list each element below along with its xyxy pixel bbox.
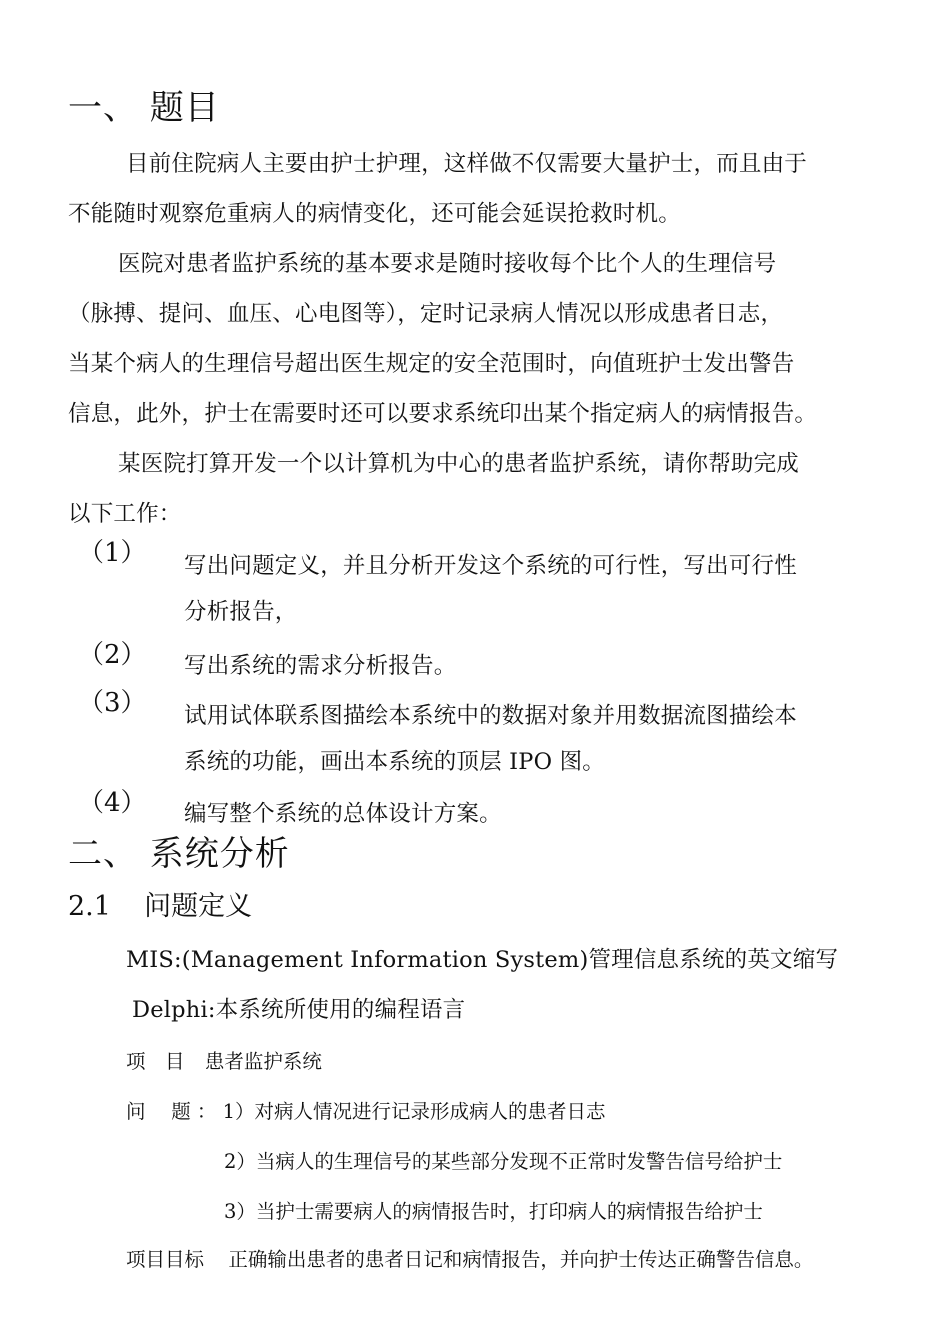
project-label: 项 目 xyxy=(126,1050,185,1073)
task-4-number: （4） xyxy=(78,788,147,818)
goal-row xyxy=(126,1244,813,1272)
problem-label: 问 题 ： xyxy=(126,1100,217,1123)
section-1-heading: 一、 题目 xyxy=(68,88,220,128)
task-3-number: （3） xyxy=(78,688,147,718)
subsection-number: 2.1 xyxy=(68,891,111,922)
subsection-title: 问题定义 xyxy=(144,891,253,922)
problem-row xyxy=(126,1096,606,1124)
task-1-line-1: 写出问题定义，并且分析开发这个系统的可行性，写出可行性 xyxy=(184,553,797,579)
task-3-line-1: 试用试体联系图描绘本系统中的数据对象并用数据流图描绘本 xyxy=(184,703,797,729)
paragraph-2-line-3: 当某个病人的生理信号超出医生规定的安全范围时，向值班护士发出警告 xyxy=(68,351,795,377)
paragraph-2-line-4: 信息，此外，护士在需要时还可以要求系统印出某个指定病人的病情报告。 xyxy=(68,401,818,427)
task-2-number: （2） xyxy=(78,640,147,670)
definition-mis: MIS:(Management Information System)管理信息系统的英文缩写 xyxy=(126,947,839,973)
definition-delphi: Delphi:本系统所使用的编程语言 xyxy=(132,997,466,1023)
problem-item-3: 3）当护士需要病人的病情报告时，打印病人的病情报告给护士 xyxy=(224,1200,763,1223)
task-1-number: （1） xyxy=(78,538,147,568)
task-2-line-1: 写出系统的需求分析报告。 xyxy=(184,653,457,679)
paragraph-3-line-2: 以下工作： xyxy=(68,501,182,527)
paragraph-2-line-1: 医院对患者监护系统的基本要求是随时接收每个比个人的生理信号 xyxy=(118,251,777,277)
problem-item-2: 2）当病人的生理信号的某些部分发现不正常时发警告信号给护士 xyxy=(224,1150,783,1173)
project-value: 患者监护系统 xyxy=(204,1050,322,1073)
paragraph-2-line-2: （脉搏、提问、血压、心电图等），定时记录病人情况以形成患者日志， xyxy=(68,301,784,327)
subsection-2-1-heading xyxy=(68,884,252,923)
problem-item-1: 1）对病人情况进行记录形成病人的患者日志 xyxy=(222,1100,606,1123)
goal-value: 正确输出患者的患者日记和病情报告，并向护士传达正确警告信息。 xyxy=(228,1248,814,1271)
paragraph-1-line-2: 不能随时观察危重病人的病情变化，还可能会延误抢救时机。 xyxy=(68,201,681,227)
project-row xyxy=(126,1046,322,1074)
section-2-heading: 二、 系统分析 xyxy=(68,834,290,874)
paragraph-1-line-1: 目前住院病人主要由护士护理，这样做不仅需要大量护士，而且由于 xyxy=(126,151,808,177)
goal-label: 项目目标 xyxy=(126,1248,205,1271)
task-1-line-2: 分析报告， xyxy=(184,599,298,625)
paragraph-3-line-1: 某医院打算开发一个以计算机为中心的患者监护系统，请你帮助完成 xyxy=(118,451,800,477)
task-3-line-2: 系统的功能，画出本系统的顶层 IPO 图。 xyxy=(184,749,605,775)
task-4-line-1: 编写整个系统的总体设计方案。 xyxy=(184,801,502,827)
